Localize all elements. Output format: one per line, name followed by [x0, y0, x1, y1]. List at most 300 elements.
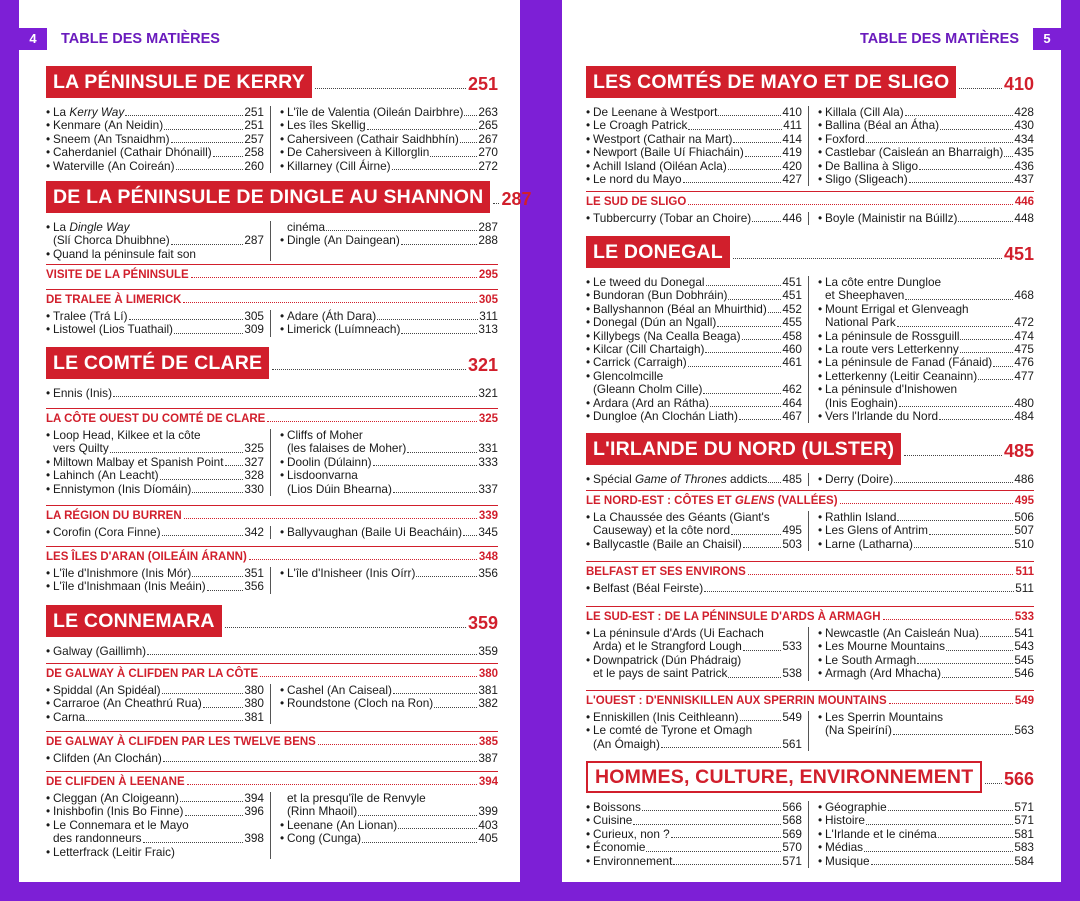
entry-page-number: 476: [1014, 355, 1034, 370]
toc-entry[interactable]: [280, 684, 498, 697]
subsection-title[interactable]: LE SUD DE SLIGO: [586, 196, 687, 208]
subsection-title[interactable]: LA RÉGION DU BURREN: [46, 510, 182, 522]
entry-text: (Slí Chorca Dhuibhne): [53, 233, 170, 248]
leader-dots: [393, 492, 477, 493]
subsection-title[interactable]: DE TRALEE À LIMERICK: [46, 294, 182, 306]
leader-dots: [673, 864, 781, 865]
toc-entry-continuation[interactable]: [586, 524, 802, 537]
entry-text: • Spiddal (An Spidéal): [53, 683, 161, 697]
entry-text: • Limerick (Luímneach): [287, 322, 401, 337]
toc-entry[interactable]: [280, 469, 498, 482]
subsection-page-number[interactable]: 380: [478, 668, 498, 680]
toc-entry[interactable]: [280, 234, 498, 247]
toc-entry[interactable]: [818, 855, 1034, 868]
entry-column: [586, 212, 802, 225]
entry-text: • Le nord du Mayo: [593, 172, 682, 187]
toc-entry[interactable]: [46, 310, 264, 323]
entry-text: • Galway (Gaillimh): [53, 644, 147, 658]
toc-entry[interactable]: [818, 356, 1034, 369]
entry-page-number: 462: [782, 382, 802, 397]
section-title[interactable]: L'IRLANDE DU NORD (ULSTER): [586, 433, 901, 465]
entry-text: • Le comté de Tyrone et Omagh: [593, 723, 753, 738]
entry-page-number: 507: [1014, 523, 1034, 538]
toc-entry[interactable]: [46, 711, 264, 724]
toc-entry-continuation[interactable]: [46, 234, 264, 247]
toc-entry[interactable]: [586, 212, 802, 225]
toc-entry[interactable]: [46, 526, 264, 539]
entry-page-number: 257: [244, 131, 264, 146]
toc-entry[interactable]: [586, 841, 802, 854]
toc-entry[interactable]: [818, 330, 1034, 343]
toc-entry[interactable]: [280, 697, 498, 710]
toc-entry[interactable]: [46, 805, 264, 818]
toc-entry[interactable]: [818, 841, 1034, 854]
toc-entry[interactable]: [818, 511, 1034, 524]
leader-dots: [187, 784, 477, 785]
toc-entry-continuation[interactable]: [818, 316, 1034, 329]
entry-columns: [46, 526, 498, 539]
toc-entry[interactable]: [586, 511, 802, 524]
subsection-page-number[interactable]: 385: [478, 736, 498, 748]
toc-entry[interactable]: [818, 370, 1034, 383]
subsection-page-number[interactable]: 533: [1014, 611, 1034, 623]
entry-text: • Kenmare (An Neidin): [53, 118, 164, 133]
entry-text: • Leenane (An Lionan): [287, 817, 398, 832]
toc-entry[interactable]: [586, 356, 802, 369]
toc-entry[interactable]: [818, 119, 1034, 132]
toc-entry[interactable]: [818, 801, 1034, 814]
section-title[interactable]: HOMMES, CULTURE, ENVIRONNEMENT: [586, 761, 982, 793]
toc-entry[interactable]: [586, 119, 802, 132]
toc-entry[interactable]: [46, 323, 264, 336]
toc-entry[interactable]: [586, 828, 802, 841]
subsection-page-number[interactable]: 495: [1014, 495, 1034, 507]
toc-entry[interactable]: [280, 310, 498, 323]
subsection-title[interactable]: LE NORD-EST : CÔTES ET GLENS (VALLÉES): [586, 495, 838, 507]
subsection-heading[interactable]: [46, 772, 498, 788]
toc-entry[interactable]: [586, 289, 802, 302]
leader-dots: [904, 455, 1002, 456]
toc-entry[interactable]: [280, 456, 498, 469]
entry-text: cinéma: [287, 220, 326, 234]
subsection-page-number[interactable]: 339: [478, 510, 498, 522]
section-page-number[interactable]: 485: [1003, 441, 1034, 461]
entry-page-number: 270: [478, 145, 498, 160]
subsection-page-number[interactable]: 511: [1015, 566, 1034, 578]
section-heading[interactable]: [46, 347, 498, 379]
toc-entry[interactable]: [586, 173, 802, 186]
section-heading[interactable]: [586, 236, 1034, 268]
section-title[interactable]: LE COMTÉ DE CLARE: [46, 347, 269, 379]
section-page-number[interactable]: 451: [1003, 244, 1034, 264]
subsection-title[interactable]: LE SUD-EST : DE LA PÉNINSULE D'ARDS À ARMAGH: [586, 611, 881, 623]
toc-entry-continuation[interactable]: [818, 397, 1034, 410]
toc-entry[interactable]: [46, 645, 498, 658]
entry-text: • L'île de Valentia (Oileán Dairbhre): [287, 105, 464, 119]
toc-entry[interactable]: [818, 160, 1034, 173]
entry-page-number: 503: [782, 536, 802, 551]
subsection-page-number[interactable]: 325: [478, 413, 498, 425]
toc-entry[interactable]: [280, 832, 498, 845]
toc-entry[interactable]: [818, 276, 1034, 289]
subsection-title[interactable]: BELFAST ET SES ENVIRONS: [586, 566, 746, 578]
toc-entry-continuation[interactable]: [586, 667, 802, 680]
toc-entry[interactable]: [586, 711, 802, 724]
toc-entry[interactable]: [586, 160, 802, 173]
entry-page-number: 382: [478, 696, 498, 711]
entry-text: • Killybegs (Na Cealla Beaga): [593, 328, 741, 343]
toc-entry-continuation[interactable]: [280, 805, 498, 818]
toc-entry[interactable]: [818, 133, 1034, 146]
entry-text: • Doolin (Dúlainn): [287, 454, 372, 469]
entry-column: [46, 526, 264, 539]
entry-page-number: 584: [1014, 853, 1034, 868]
toc-entry[interactable]: [586, 106, 802, 119]
toc-entry[interactable]: [818, 654, 1034, 667]
entry-text: • Économie: [593, 840, 646, 855]
toc-entry[interactable]: [818, 640, 1034, 653]
entry-text: • Boyle (Mainistir na Búillz): [825, 211, 958, 225]
toc-entry-continuation[interactable]: [818, 724, 1034, 737]
toc-entry[interactable]: [818, 303, 1034, 316]
entry-text: • Médias: [825, 840, 864, 855]
toc-entry[interactable]: [586, 303, 802, 316]
subsection-title[interactable]: L'OUEST : D'ENNISKILLEN AUX SPERRIN MOUNTAINS: [586, 695, 887, 707]
entry-text: • Géographie: [825, 800, 887, 814]
subsection-page-number[interactable]: 305: [478, 294, 498, 306]
leader-dots: [373, 465, 478, 466]
toc-entry[interactable]: [46, 456, 264, 469]
subsection-page-number[interactable]: 394: [478, 776, 498, 788]
toc-entry-continuation[interactable]: [46, 442, 264, 455]
toc-entry[interactable]: [818, 146, 1034, 159]
toc-entry[interactable]: [818, 106, 1034, 119]
entry-text: • Roundstone (Cloch na Ron): [287, 696, 434, 711]
section-heading[interactable]: [586, 761, 1034, 793]
subsection-block: [586, 690, 1034, 751]
leader-dots: [888, 810, 1014, 811]
entry-text: • Les Mourne Mountains: [825, 639, 946, 654]
entry-page-number: 475: [1014, 342, 1034, 357]
toc-entry[interactable]: [46, 469, 264, 482]
subsection-heading[interactable]: [46, 265, 498, 281]
entry-page-number: 460: [782, 342, 802, 357]
entry-text: des randonneurs: [53, 831, 142, 846]
section-block: [586, 761, 1034, 868]
entry-text: • Newcastle (An Caisleán Nua): [825, 626, 980, 640]
toc-entry[interactable]: [586, 316, 802, 329]
entry-page-number: 538: [782, 666, 802, 681]
entry-page-number: 380: [244, 683, 264, 697]
toc-entry[interactable]: [586, 343, 802, 356]
section-heading[interactable]: [586, 433, 1034, 465]
entry-text: • Environnement: [593, 853, 673, 868]
subsection-heading[interactable]: [46, 732, 498, 748]
entry-page-number: 583: [1014, 840, 1034, 855]
leader-dots: [740, 720, 782, 721]
subsection-title[interactable]: DE GALWAY À CLIFDEN PAR LA CÔTE: [46, 668, 259, 680]
entry-page-number: 313: [478, 322, 498, 337]
toc-entry-continuation[interactable]: [280, 442, 498, 455]
toc-entry[interactable]: [46, 819, 264, 832]
toc-entry-continuation[interactable]: [46, 832, 264, 845]
toc-entry[interactable]: [280, 526, 498, 539]
toc-entry[interactable]: [586, 627, 802, 640]
entry-text: • Dingle (An Daingean): [287, 233, 400, 248]
entry-text: • La Kerry Way: [53, 105, 125, 119]
section-heading[interactable]: [46, 181, 532, 213]
section-block: [586, 66, 1034, 186]
toc-entry[interactable]: [586, 133, 802, 146]
section-title[interactable]: DE LA PÉNINSULE DE DINGLE AU SHANNON: [46, 181, 490, 213]
entry-text: • Ballina (Béal an Átha): [825, 118, 940, 133]
leader-dots: [909, 182, 1014, 183]
toc-entry[interactable]: [818, 473, 1034, 486]
section-page-number[interactable]: 251: [467, 74, 498, 94]
toc-entry-continuation[interactable]: [586, 383, 802, 396]
entry-page-number: 260: [244, 158, 264, 173]
toc-entry-continuation[interactable]: [280, 221, 498, 234]
leader-dots: [358, 815, 477, 816]
toc-entry[interactable]: [46, 133, 264, 146]
entry-text: (An Ómaigh): [593, 736, 660, 751]
toc-entry-continuation[interactable]: [280, 483, 498, 496]
toc-entry[interactable]: [818, 524, 1034, 537]
section-page-number[interactable]: 410: [1003, 74, 1034, 94]
entry-page-number: 399: [478, 804, 498, 819]
subsection-title[interactable]: VISITE DE LA PÉNINSULE: [46, 269, 189, 281]
entry-page-number: 468: [1014, 288, 1034, 303]
subsection-page-number[interactable]: 348: [478, 551, 498, 563]
toc-entry[interactable]: [586, 473, 802, 486]
entry-page-number: 452: [782, 301, 802, 316]
toc-entry[interactable]: [586, 538, 802, 551]
toc-entry[interactable]: [280, 567, 498, 580]
toc-entry[interactable]: [818, 538, 1034, 551]
toc-entry[interactable]: [586, 276, 802, 289]
toc-entry[interactable]: [46, 221, 264, 234]
toc-entry[interactable]: [586, 724, 802, 737]
subsection-block: [46, 289, 498, 337]
leader-dots: [326, 230, 477, 231]
toc-entry[interactable]: [818, 212, 1034, 225]
entry-column: [270, 792, 498, 859]
toc-entry[interactable]: [586, 654, 802, 667]
toc-entry[interactable]: [46, 846, 264, 859]
subsection-title[interactable]: DE CLIFDEN À LEENANE: [46, 776, 185, 788]
leader-dots: [985, 783, 1002, 784]
toc-entry[interactable]: [46, 483, 264, 496]
toc-entry[interactable]: [46, 106, 264, 119]
entry-page-number: 288: [478, 233, 498, 248]
toc-entry[interactable]: [586, 582, 1034, 595]
toc-entry[interactable]: [586, 814, 802, 827]
toc-entry[interactable]: [818, 410, 1034, 423]
toc-entry[interactable]: [46, 684, 264, 697]
leader-dots: [705, 352, 781, 353]
leader-dots: [463, 535, 477, 536]
section-heading[interactable]: [46, 605, 498, 637]
entry-page-number: 267: [478, 131, 498, 146]
leader-dots: [207, 590, 244, 591]
entry-text: et Sheephaven: [825, 288, 905, 303]
toc-entry[interactable]: [586, 370, 802, 383]
subsection-heading[interactable]: [586, 491, 1034, 507]
toc-entry[interactable]: [586, 146, 802, 159]
toc-entry[interactable]: [46, 146, 264, 159]
entry-text: • Bundoran (Bun Dobhráin): [593, 288, 728, 303]
leader-dots: [191, 277, 477, 278]
entry-page-number: 405: [478, 831, 498, 846]
toc-entry-continuation[interactable]: [818, 289, 1034, 302]
leader-dots: [768, 312, 782, 313]
entry-page-number: 414: [782, 131, 802, 146]
toc-entry[interactable]: [46, 119, 264, 132]
toc-entry[interactable]: [46, 697, 264, 710]
subsection-title[interactable]: LES ÎLES D'ARAN (OILEÁIN ÁRANN): [46, 551, 247, 563]
toc-entry[interactable]: [280, 819, 498, 832]
entry-text: • Les Glens of Antrim: [825, 523, 928, 538]
entry-column: [808, 212, 1034, 225]
entry-columns: [586, 473, 1034, 486]
entry-column: [46, 752, 498, 765]
toc-entry[interactable]: [586, 330, 802, 343]
toc-entry[interactable]: [818, 383, 1034, 396]
subsection-heading[interactable]: [46, 547, 498, 563]
leader-dots: [180, 801, 243, 802]
section-page-number[interactable]: 359: [467, 613, 498, 633]
leader-dots: [192, 492, 243, 493]
toc-entry[interactable]: [280, 106, 498, 119]
leader-dots: [894, 482, 1013, 483]
toc-entry[interactable]: [818, 828, 1034, 841]
entry-page-number: 403: [478, 817, 498, 832]
toc-entry[interactable]: [818, 343, 1034, 356]
leader-dots: [768, 482, 781, 483]
toc-entry[interactable]: [586, 410, 802, 423]
entry-text: (Gleann Cholm Cille): [593, 382, 703, 397]
entry-text: • Histoire: [825, 813, 865, 828]
subsection-heading[interactable]: [46, 290, 498, 306]
leader-dots: [929, 534, 1013, 535]
leader-dots: [942, 677, 1013, 678]
leader-dots: [717, 326, 781, 327]
subsection-heading[interactable]: [586, 691, 1034, 707]
toc-entry[interactable]: [280, 429, 498, 442]
entry-page-number: 566: [782, 800, 802, 814]
subsection-block: [586, 490, 1034, 551]
toc-entry[interactable]: [280, 160, 498, 173]
toc-entry[interactable]: [818, 667, 1034, 680]
entry-page-number: 563: [1014, 723, 1034, 738]
toc-entry-continuation[interactable]: [586, 738, 802, 751]
subsection-heading[interactable]: [586, 607, 1034, 623]
leader-dots: [748, 574, 1014, 575]
entry-text: • Clifden (An Clochán): [53, 751, 162, 765]
toc-entry[interactable]: [46, 248, 264, 261]
section-title[interactable]: LES COMTÉS DE MAYO ET DE SLIGO: [586, 66, 956, 98]
entry-text: • Sligo (Sligeach): [825, 172, 908, 187]
subsection-title[interactable]: LA CÔTE OUEST DU COMTÉ DE CLARE: [46, 413, 266, 425]
leader-dots: [147, 654, 477, 655]
entry-page-number: 461: [782, 355, 802, 370]
toc-entry[interactable]: [280, 119, 498, 132]
toc-entry[interactable]: [280, 146, 498, 159]
leader-dots: [183, 302, 476, 303]
leader-dots: [260, 676, 477, 677]
section-heading[interactable]: [46, 66, 498, 98]
entry-text: • Letterfrack (Leitir Fraic): [53, 844, 175, 859]
subsection-title[interactable]: DE GALWAY À CLIFDEN PAR LES TWELVE BENS: [46, 736, 316, 748]
toc-entry[interactable]: [280, 133, 498, 146]
subsection-heading[interactable]: [586, 562, 1034, 578]
subsection-heading[interactable]: [586, 192, 1034, 208]
entry-page-number: 251: [244, 105, 264, 119]
section-page-number[interactable]: 566: [1003, 769, 1034, 789]
subsection-page-number[interactable]: 295: [478, 269, 498, 281]
toc-entry[interactable]: [46, 567, 264, 580]
toc-entry[interactable]: [818, 711, 1034, 724]
leader-dots: [864, 851, 1013, 852]
toc-entry[interactable]: [280, 323, 498, 336]
toc-entry-continuation[interactable]: [280, 792, 498, 805]
entry-text: et le pays de saint Patrick: [593, 666, 728, 681]
subsection-heading[interactable]: [46, 506, 498, 522]
subsection-block: [46, 663, 498, 724]
toc-entry[interactable]: [46, 160, 264, 173]
entry-column: [808, 711, 1034, 751]
leader-dots: [318, 744, 477, 745]
entry-page-number: 258: [244, 145, 264, 160]
toc-entry[interactable]: [586, 855, 802, 868]
entry-page-number: 356: [244, 579, 264, 594]
toc-entry[interactable]: [586, 397, 802, 410]
entry-text: et la presqu'île de Renvyle: [287, 791, 426, 805]
subsection-page-number[interactable]: 549: [1014, 695, 1034, 707]
section-page-number[interactable]: 287: [501, 189, 532, 209]
toc-entry[interactable]: [46, 387, 498, 400]
section-page-number[interactable]: 321: [467, 355, 498, 375]
toc-entry-continuation[interactable]: [586, 640, 802, 653]
entry-text: • Castlebar (Caisleán an Bharraigh): [825, 145, 1004, 160]
toc-entry[interactable]: [586, 801, 802, 814]
toc-entry[interactable]: [46, 752, 498, 765]
entry-text: • Vers l'Irlande du Nord: [825, 409, 939, 424]
entry-column: [46, 792, 264, 859]
leader-dots: [893, 734, 1013, 735]
entry-page-number: 436: [1014, 158, 1034, 173]
toc-entry[interactable]: [818, 173, 1034, 186]
subsection-page-number[interactable]: 446: [1014, 196, 1034, 208]
section-title[interactable]: LE DONEGAL: [586, 236, 730, 268]
toc-entry[interactable]: [818, 814, 1034, 827]
subsection-heading[interactable]: [46, 664, 498, 680]
toc-entry[interactable]: [46, 792, 264, 805]
entry-column: [46, 567, 264, 594]
subsection-heading[interactable]: [46, 409, 498, 425]
section-title[interactable]: LA PÉNINSULE DE KERRY: [46, 66, 312, 98]
entry-page-number: 333: [478, 454, 498, 469]
toc-entry[interactable]: [818, 627, 1034, 640]
section-heading[interactable]: [586, 66, 1034, 98]
entry-text: • Quand la péninsule fait son: [53, 246, 196, 261]
entry-page-number: 380: [244, 696, 264, 711]
toc-entry[interactable]: [46, 580, 264, 593]
leader-dots: [960, 352, 1014, 353]
section-title[interactable]: LE CONNEMARA: [46, 605, 222, 637]
leader-dots: [993, 366, 1013, 367]
toc-entry[interactable]: [46, 429, 264, 442]
